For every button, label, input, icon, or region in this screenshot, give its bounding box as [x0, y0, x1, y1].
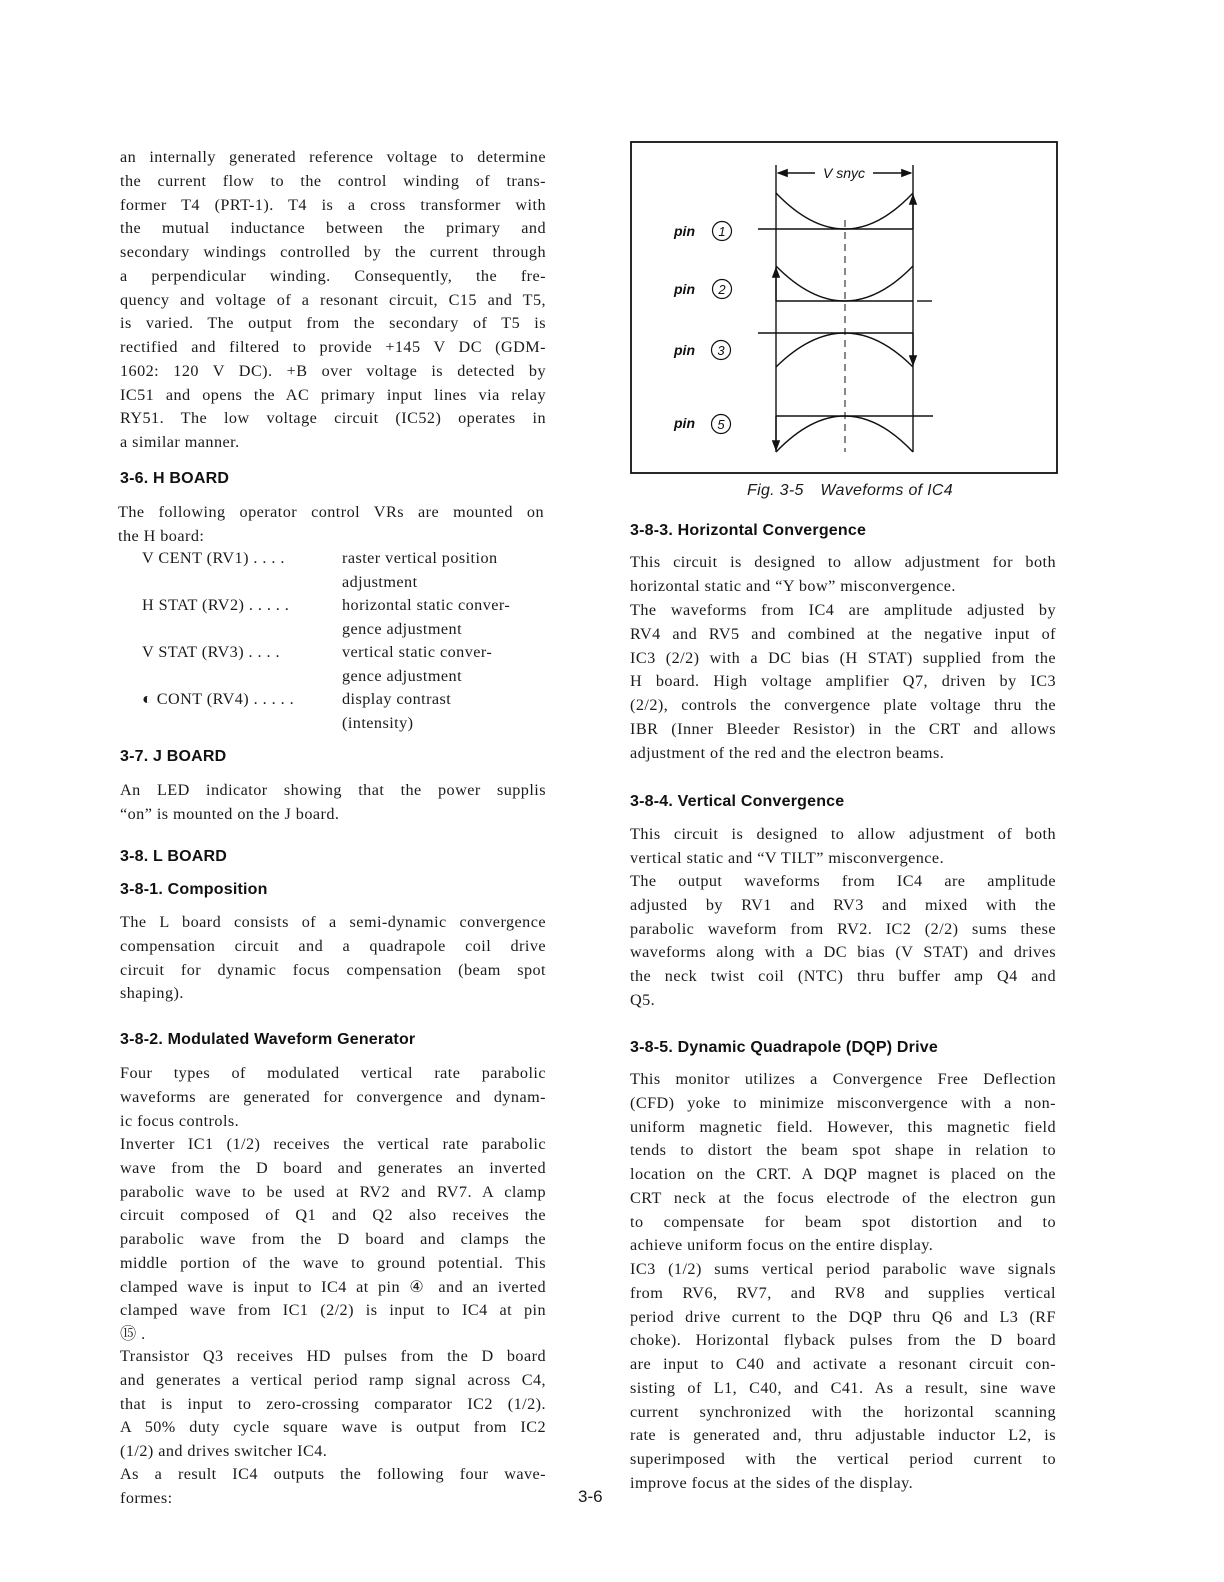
text-line: that is input to zero-crossing comparator IC2 (1/2). — [120, 1394, 546, 1413]
text-line: “on” is mounted on the J board. — [120, 804, 340, 823]
section-heading-3-8-1: 3-8-1. Composition — [120, 881, 268, 898]
text-line: Inverter IC1 (1/2) receives the vertical rate parabolic — [120, 1135, 546, 1153]
text-line: tends to distort the beam spot shape in relation to — [630, 1141, 1056, 1160]
paragraph — [120, 146, 546, 455]
paragraph — [630, 1068, 1056, 1258]
text-line: This monitor utilizes a Convergence Free Deflection — [630, 1070, 1056, 1088]
text-line: the mutual inductance between the primary and — [120, 219, 546, 238]
text-line: Transistor Q3 receives HD pulses from the D board — [120, 1347, 546, 1365]
text-line: adjusted by RV1 and RV3 and mixed with the — [630, 895, 1056, 914]
text-line: The waveforms from IC4 are amplitude adjusted by — [630, 601, 1056, 619]
text-line: choke). Horizontal flyback pulses from the D board — [630, 1331, 1056, 1350]
text-line: vertical static and “V TILT” misconvergence. — [630, 848, 945, 867]
pin-number-3: 3 — [717, 343, 725, 358]
text-line: location on the CRT. A DQP magnet is placed on the — [630, 1165, 1056, 1183]
text-line: formes: — [120, 1488, 173, 1507]
paragraph — [120, 779, 546, 827]
section-heading-3-8-2: 3-8-2. Modulated Waveform Generator — [120, 1031, 416, 1048]
text-line: improve focus at the sides of the display. — [630, 1473, 914, 1492]
text-line: circuit composed of Q1 and Q2 also receives the — [120, 1206, 546, 1225]
vr-description: adjustment — [342, 572, 418, 591]
text-line: secondary windings controlled by the current through — [120, 243, 546, 261]
text-line: circuit for dynamic focus compensation (beam spot — [120, 960, 546, 979]
text-line: CRT neck at the focus electrode of the electron gun — [630, 1188, 1056, 1207]
text-line: middle portion of the wave to ground potential. This — [120, 1253, 546, 1272]
text-line: parabolic wave from the D board and clamps the — [120, 1230, 546, 1248]
text-line: and generates a vertical period ramp signal across C4, — [120, 1370, 546, 1389]
text-line: the neck twist coil (NTC) thru buffer amp Q4 and — [630, 967, 1056, 985]
paragraph — [120, 911, 546, 1006]
text-line: (1/2) and drives switcher IC4. — [120, 1442, 328, 1460]
text-line: former T4 (PRT-1). T4 is a cross transformer with — [120, 195, 546, 214]
text-line: uniform magnetic field. However, this magnetic field — [630, 1117, 1056, 1136]
text-line: to compensate for beam spot distortion and to — [630, 1212, 1056, 1231]
pin5-waveform — [776, 416, 913, 452]
paragraph — [120, 1345, 546, 1464]
text-line: achieve uniform focus on the entire display. — [630, 1236, 934, 1255]
text-line: H board. High voltage amplifier Q7, driven by IC3 — [630, 672, 1056, 691]
text-line: IC51 and opens the AC primary input lines via relay — [120, 385, 546, 404]
text-line: quency and voltage of a resonant circuit, C15 and T5, — [120, 290, 546, 309]
text-line: wave from the D board and generates an inverted — [120, 1158, 546, 1177]
section-heading-3-7: 3-7. J BOARD — [120, 748, 227, 765]
text-line: parabolic wave to be used at RV2 and RV7. A clamp — [120, 1182, 546, 1201]
text-line: IBR (Inner Bleeder Resistor) in the CRT and allows — [630, 719, 1056, 738]
paragraph — [630, 1258, 1056, 1496]
text-line: parabolic waveform from RV2. IC2 (2/2) sums these — [630, 919, 1056, 938]
text-line: ic focus controls. — [120, 1111, 240, 1130]
text-line: Four types of modulated vertical rate parabolic — [120, 1064, 546, 1082]
section-heading-3-8-5: 3-8-5. Dynamic Quadrapole (DQP) Drive — [630, 1039, 938, 1056]
figure-title: Waveforms of IC4 — [820, 482, 953, 499]
pin-label: pin — [674, 342, 695, 358]
text-line: waveforms along with a DC bias (V STAT) and drives — [630, 943, 1056, 962]
vr-description: vertical static conver- — [342, 643, 493, 661]
pin-number-1: 1 — [718, 224, 726, 239]
text-line: 1602: 120 V DC). +B over voltage is detected by — [120, 361, 546, 380]
text-line: waveforms are generated for convergence and dynam- — [120, 1087, 546, 1106]
text-line: current synchronized with the horizontal scanning — [630, 1402, 1056, 1421]
text-line: ⑮ . — [120, 1325, 146, 1343]
pin-number-5: 5 — [717, 417, 725, 432]
text-line: clamped wave from IC1 (2/2) is input to IC4 at pin — [120, 1301, 546, 1320]
text-line: from RV6, RV7, and RV8 and supplies vertical — [630, 1283, 1056, 1302]
figure-caption — [630, 482, 1070, 500]
text-line: horizontal static and “Y bow” misconvergence. — [630, 576, 956, 595]
text-line: IC3 (2/2) with a DC bias (H STAT) supplied from the — [630, 648, 1056, 667]
text-line: RY51. The low voltage circuit (IC52) operates in — [120, 409, 546, 428]
text-line: (2/2), controls the convergence plate voltage thru the — [630, 696, 1056, 714]
pin-label: pin — [674, 415, 695, 431]
vr-description: (intensity) — [342, 713, 414, 732]
section-heading-3-8-3: 3-8-3. Horizontal Convergence — [630, 522, 867, 539]
text-line: The output waveforms from IC4 are amplitude — [630, 872, 1056, 890]
text-line: are input to C40 and activate a resonant circuit con- — [630, 1355, 1056, 1373]
paragraph — [120, 1062, 546, 1133]
text-line: an internally generated reference voltage to determine — [120, 148, 546, 166]
section-heading-3-8: 3-8. L BOARD — [120, 848, 228, 865]
vr-name: ◐ CONT (RV4) . . . . . — [142, 690, 295, 708]
vr-name: V STAT (RV3) . . . . — [142, 643, 281, 661]
text-line: (CFD) yoke to minimize misconvergence with a non- — [630, 1093, 1056, 1112]
paragraph — [630, 823, 1056, 871]
vr-name: H STAT (RV2) . . . . . — [142, 596, 290, 614]
vr-description: gence adjustment — [342, 666, 463, 685]
paragraph — [630, 599, 1056, 765]
paragraph — [630, 551, 1056, 599]
vr-description: raster vertical position — [342, 549, 498, 567]
text-line: rectified and filtered to provide +145 V DC (GDM- — [120, 338, 546, 356]
text-line: RV4 and RV5 and combined at the negative input of — [630, 624, 1056, 643]
paragraph — [118, 501, 544, 549]
text-line: adjustment of the red and the electron beams. — [630, 743, 945, 762]
text-line: the H board: — [118, 526, 205, 545]
page-number: 3-6 — [578, 1487, 603, 1506]
text-line: compensation circuit and a quadrapole coil drive — [120, 936, 546, 955]
paragraph — [120, 1133, 546, 1347]
text-line: rate is generated and, thru adjustable inductor L2, is — [630, 1426, 1056, 1445]
text-line: superimposed with the vertical period current to — [630, 1450, 1056, 1468]
waveform-figure — [630, 140, 1058, 474]
text-line: A 50% duty cycle square wave is output from IC2 — [120, 1418, 546, 1437]
text-line: shaping). — [120, 984, 184, 1003]
pin-number-2: 2 — [718, 282, 726, 297]
paragraph — [630, 870, 1056, 1013]
vr-name: V CENT (RV1) . . . . — [142, 549, 285, 567]
pin-label: pin — [674, 223, 695, 239]
text-line: This circuit is designed to allow adjustment for both — [630, 553, 1056, 571]
vr-description: horizontal static conver- — [342, 596, 511, 614]
vsync-label: V snyc — [822, 165, 866, 181]
section-heading-3-6: 3-6. H BOARD — [120, 470, 230, 487]
pin3-waveform — [776, 333, 913, 367]
text-line: As a result IC4 outputs the following four wave- — [120, 1465, 546, 1483]
text-line: a similar manner. — [120, 433, 240, 451]
text-line: is varied. The output from the secondary of T5 is — [120, 314, 546, 333]
text-line: The following operator control VRs are mounted on — [118, 503, 544, 521]
text-line: An LED indicator showing that the power supplis — [120, 781, 546, 799]
section-heading-3-8-4: 3-8-4. Vertical Convergence — [630, 793, 845, 810]
paragraph — [120, 1463, 546, 1511]
text-line: Q5. — [630, 990, 656, 1009]
text-line: the current flow to the control winding of trans- — [120, 171, 546, 190]
text-line: IC3 (1/2) sums vertical period parabolic wave signals — [630, 1260, 1056, 1278]
text-line: clamped wave is input to IC4 at pin ④ and an iverted — [120, 1277, 546, 1296]
pin-label: pin — [674, 281, 695, 297]
text-line: period drive current to the DQP thru Q6 and L3 (RF — [630, 1307, 1056, 1326]
text-line: This circuit is designed to allow adjustment of both — [630, 825, 1056, 843]
text-line: sisting of L1, C40, and C41. As a result, sine wave — [630, 1378, 1056, 1397]
text-line: The L board consists of a semi-dynamic convergence — [120, 913, 546, 931]
text-line: a perpendicular winding. Consequently, the fre- — [120, 266, 546, 285]
vr-description: gence adjustment — [342, 619, 463, 638]
vr-description: display contrast — [342, 690, 452, 708]
figure-number: Fig. 3-5 — [747, 482, 804, 499]
